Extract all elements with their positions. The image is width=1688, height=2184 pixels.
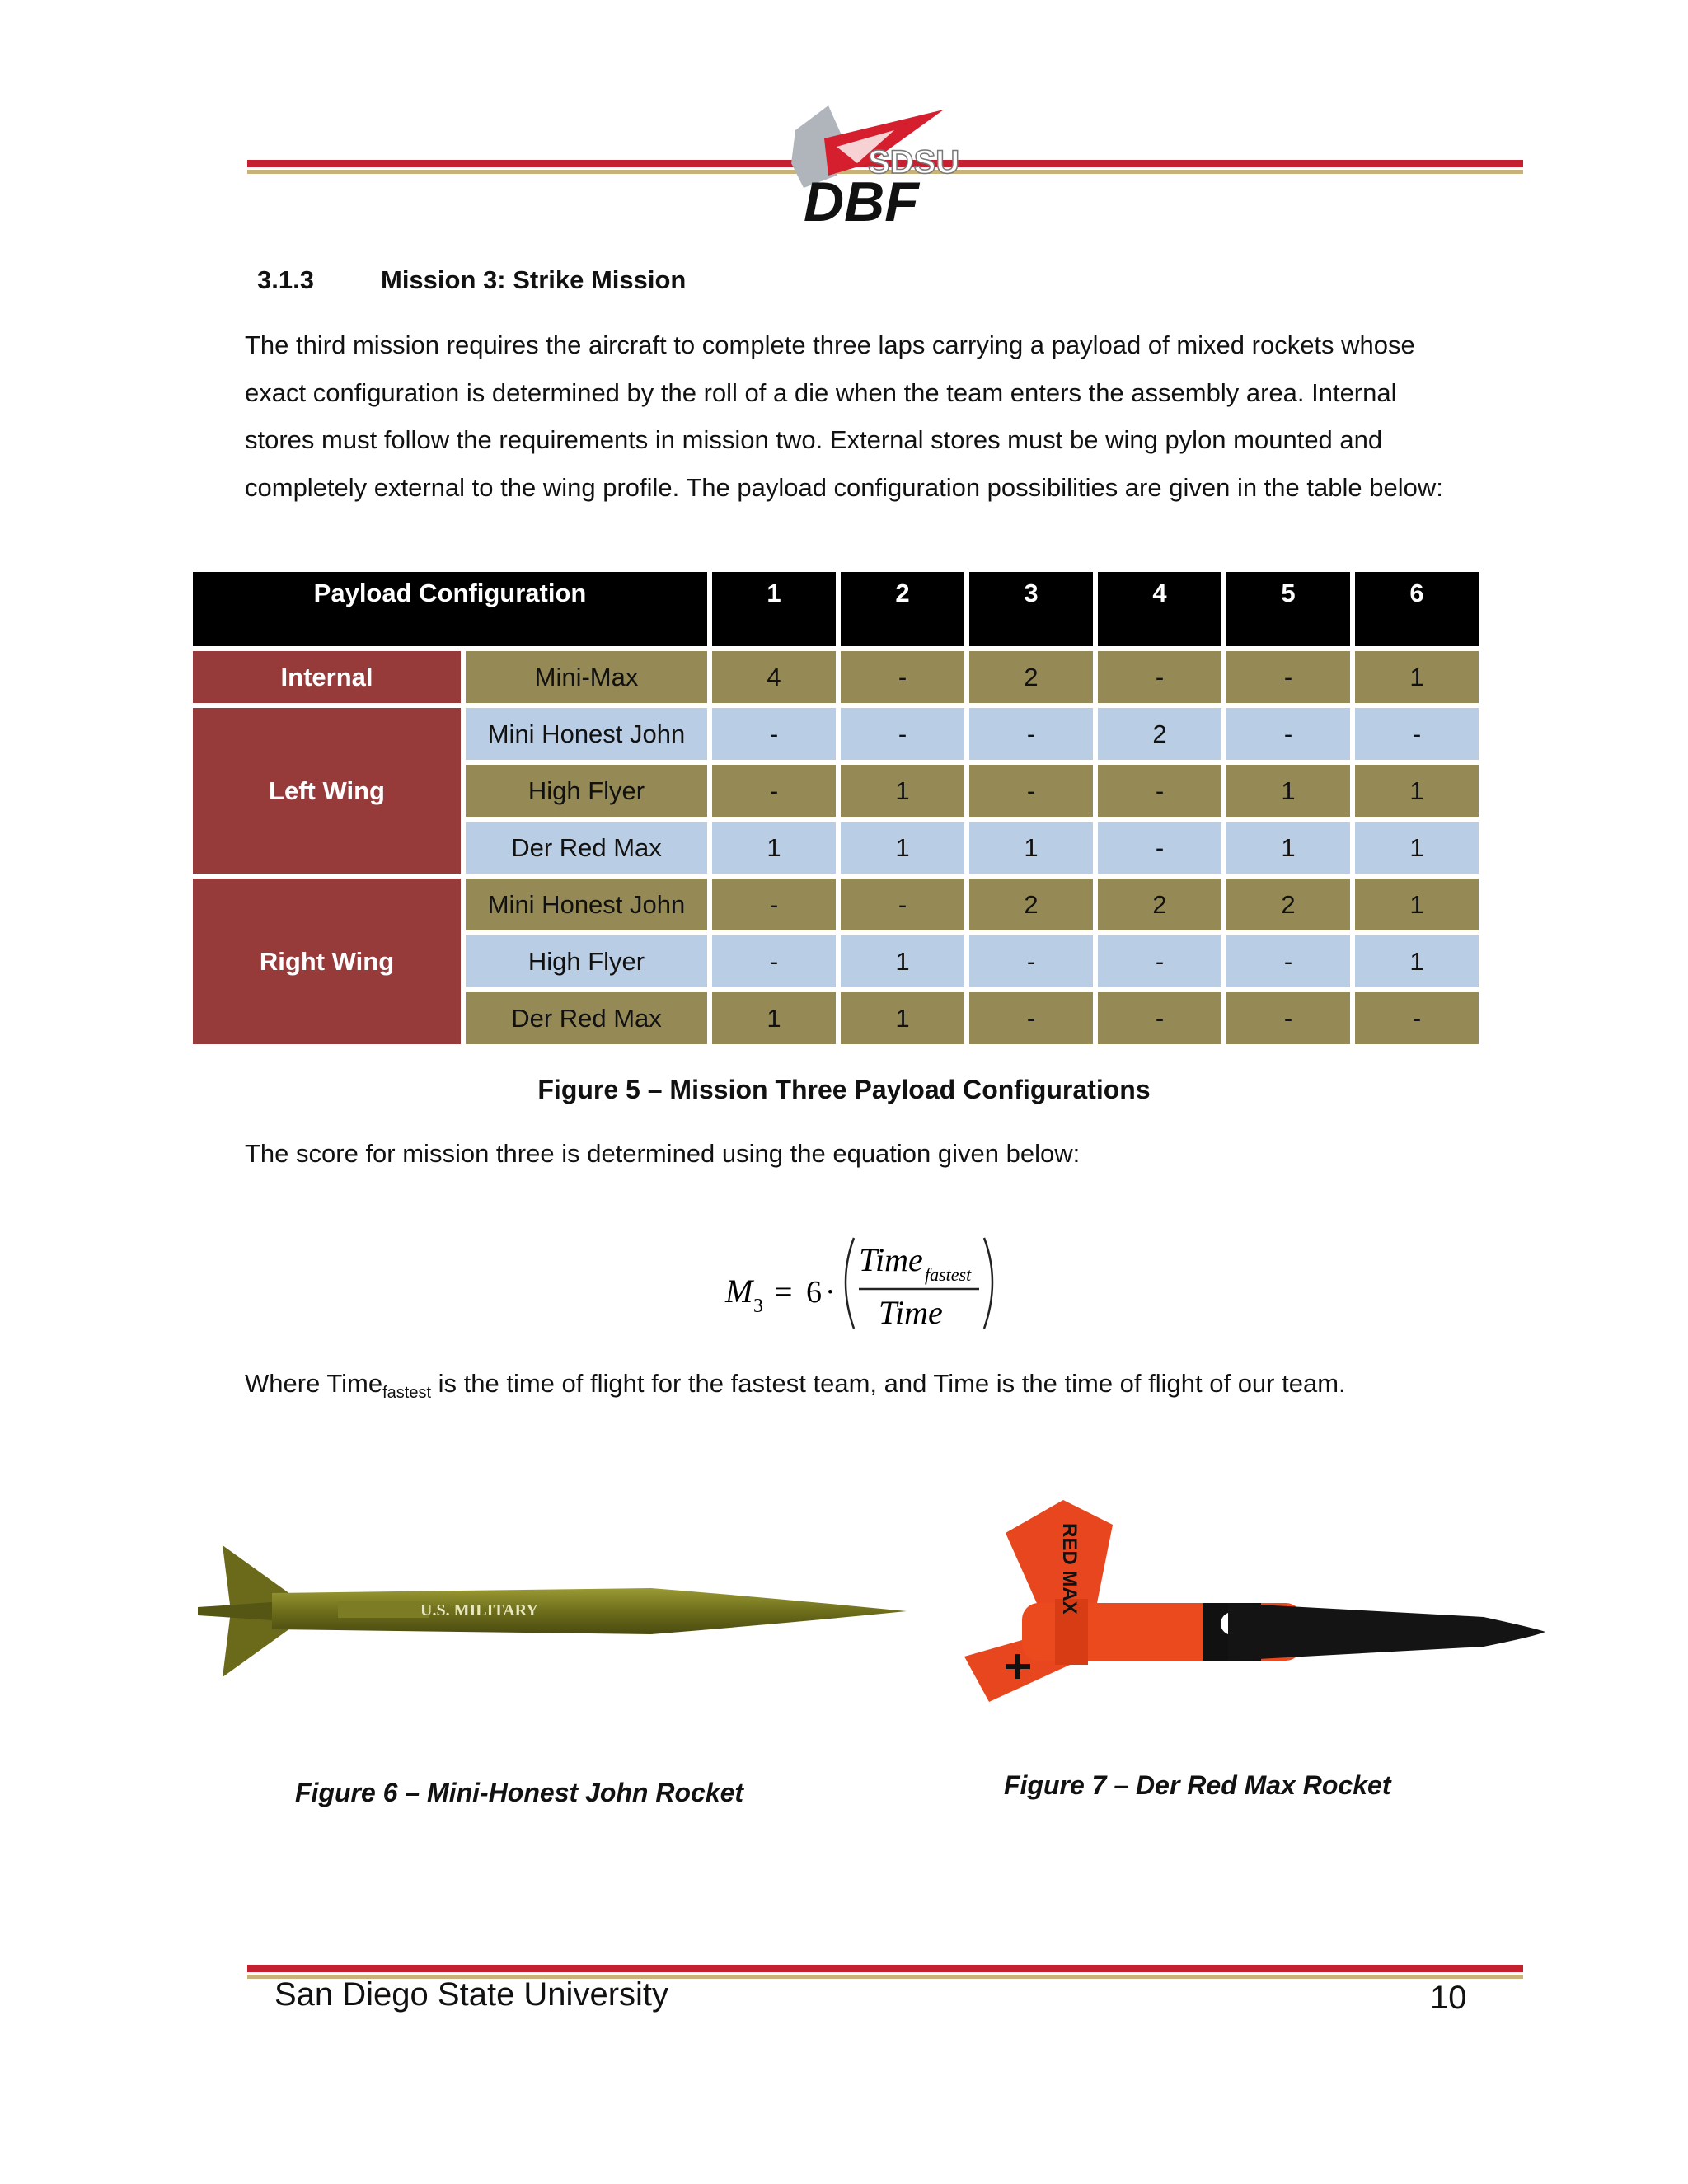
header-config-3: 3	[969, 572, 1093, 646]
figure7-caption: Figure 7 – Der Red Max Rocket	[1004, 1770, 1391, 1800]
svg-text:M: M	[725, 1272, 753, 1310]
svg-text:SDSU: SDSU	[868, 144, 960, 180]
cell: 1	[1355, 879, 1479, 930]
svg-text:fastest: fastest	[925, 1264, 972, 1285]
section-number: 3.1.3	[257, 265, 314, 294]
cell: -	[1098, 765, 1221, 817]
cell: 2	[1098, 708, 1221, 760]
cell: -	[1226, 708, 1350, 760]
svg-text:=: =	[775, 1275, 793, 1310]
header-config-1: 1	[712, 572, 836, 646]
cell: 1	[712, 992, 836, 1044]
cell: 4	[712, 651, 836, 703]
svg-text:Time: Time	[879, 1294, 943, 1331]
cell: -	[841, 879, 964, 930]
cell: -	[1098, 651, 1221, 703]
cell: -	[841, 651, 964, 703]
row-item: Mini Honest John	[466, 708, 707, 760]
cell: 2	[1098, 879, 1221, 930]
cell: -	[712, 935, 836, 987]
cell: -	[1098, 935, 1221, 987]
cell: -	[969, 992, 1093, 1044]
row-item: Der Red Max	[466, 992, 707, 1044]
page-number: 10	[1430, 1980, 1467, 2016]
row-item: Mini Honest John	[466, 879, 707, 930]
table-row	[193, 651, 1479, 703]
svg-text:U.S. MILITARY: U.S. MILITARY	[420, 1601, 538, 1619]
figure6-caption: Figure 6 – Mini-Honest John Rocket	[295, 1778, 744, 1807]
cell: -	[1098, 822, 1221, 874]
score-equation	[717, 1220, 997, 1343]
section-heading	[257, 265, 686, 295]
svg-text:3: 3	[753, 1296, 763, 1317]
svg-text:RED MAX: RED MAX	[1058, 1523, 1081, 1615]
row-item: Mini-Max	[466, 651, 707, 703]
table-row	[193, 708, 1479, 760]
cell: 1	[841, 935, 964, 987]
svg-text:·: ·	[825, 1275, 836, 1310]
mini-honest-john-rocket-image	[190, 1529, 915, 1694]
row-item: Der Red Max	[466, 822, 707, 874]
cell: -	[969, 765, 1093, 817]
cell: -	[1355, 708, 1479, 760]
cell: 1	[1355, 651, 1479, 703]
intro-paragraph: The third mission requires the aircraft to complete three laps carrying a payload of mixed rockets whose exact configuration is determined by the roll of a die when the team enters the assembly area. Internal stores must follow the requirements in mission two. External stores must be wing pylon mounted and completely external to the wing profile. The payload configuration possibilities are given in the table below:	[245, 330, 1443, 502]
cell: 1	[841, 822, 964, 874]
cell: -	[712, 708, 836, 760]
row-item: High Flyer	[466, 765, 707, 817]
cell: 1	[1226, 822, 1350, 874]
cell: 1	[1355, 935, 1479, 987]
group-left-wing: Left Wing	[193, 708, 461, 874]
header-config-6: 6	[1355, 572, 1479, 646]
header-payload-configuration: Payload Configuration	[193, 572, 707, 646]
cell: -	[712, 879, 836, 930]
cell: -	[841, 708, 964, 760]
cell: 1	[712, 822, 836, 874]
figure5-caption: Figure 5 – Mission Three Payload Configurations	[537, 1075, 1151, 1104]
cell: -	[969, 708, 1093, 760]
header-config-4: 4	[1098, 572, 1221, 646]
cell: 1	[841, 765, 964, 817]
cell: -	[1226, 935, 1350, 987]
table-row	[193, 879, 1479, 930]
cell: 2	[1226, 879, 1350, 930]
sdsu-dbf-logo	[779, 97, 968, 229]
cell: -	[1098, 992, 1221, 1044]
cell: 1	[841, 992, 964, 1044]
cell: -	[969, 935, 1093, 987]
cell: -	[1355, 992, 1479, 1044]
cell: -	[712, 765, 836, 817]
cell: 1	[1355, 765, 1479, 817]
cell: 2	[969, 651, 1093, 703]
cell: 2	[969, 879, 1093, 930]
cell: 1	[1355, 822, 1479, 874]
payload-configuration-table	[188, 567, 1484, 1049]
section-title: Mission 3: Strike Mission	[381, 265, 687, 294]
svg-text:6: 6	[806, 1275, 822, 1310]
where-sentence: Where Time$_{fastest}$ is the time of flight for the fastest team, and Time is the time of flight of our team.	[245, 1369, 1346, 1403]
header-config-2: 2	[841, 572, 964, 646]
table-header-row	[193, 572, 1479, 646]
score-sentence: The score for mission three is determined using the equation given below:	[245, 1139, 1081, 1168]
cell: -	[1226, 992, 1350, 1044]
der-red-max-rocket-image	[956, 1483, 1550, 1714]
cell: -	[1226, 651, 1350, 703]
group-internal: Internal	[193, 651, 461, 703]
footer-university: San Diego State University	[274, 1976, 669, 2013]
svg-text:Time: Time	[859, 1241, 923, 1278]
svg-text:DBF: DBF	[804, 171, 919, 229]
row-item: High Flyer	[466, 935, 707, 987]
cell: 1	[1226, 765, 1350, 817]
group-right-wing: Right Wing	[193, 879, 461, 1044]
header-config-5: 5	[1226, 572, 1350, 646]
cell: 1	[969, 822, 1093, 874]
